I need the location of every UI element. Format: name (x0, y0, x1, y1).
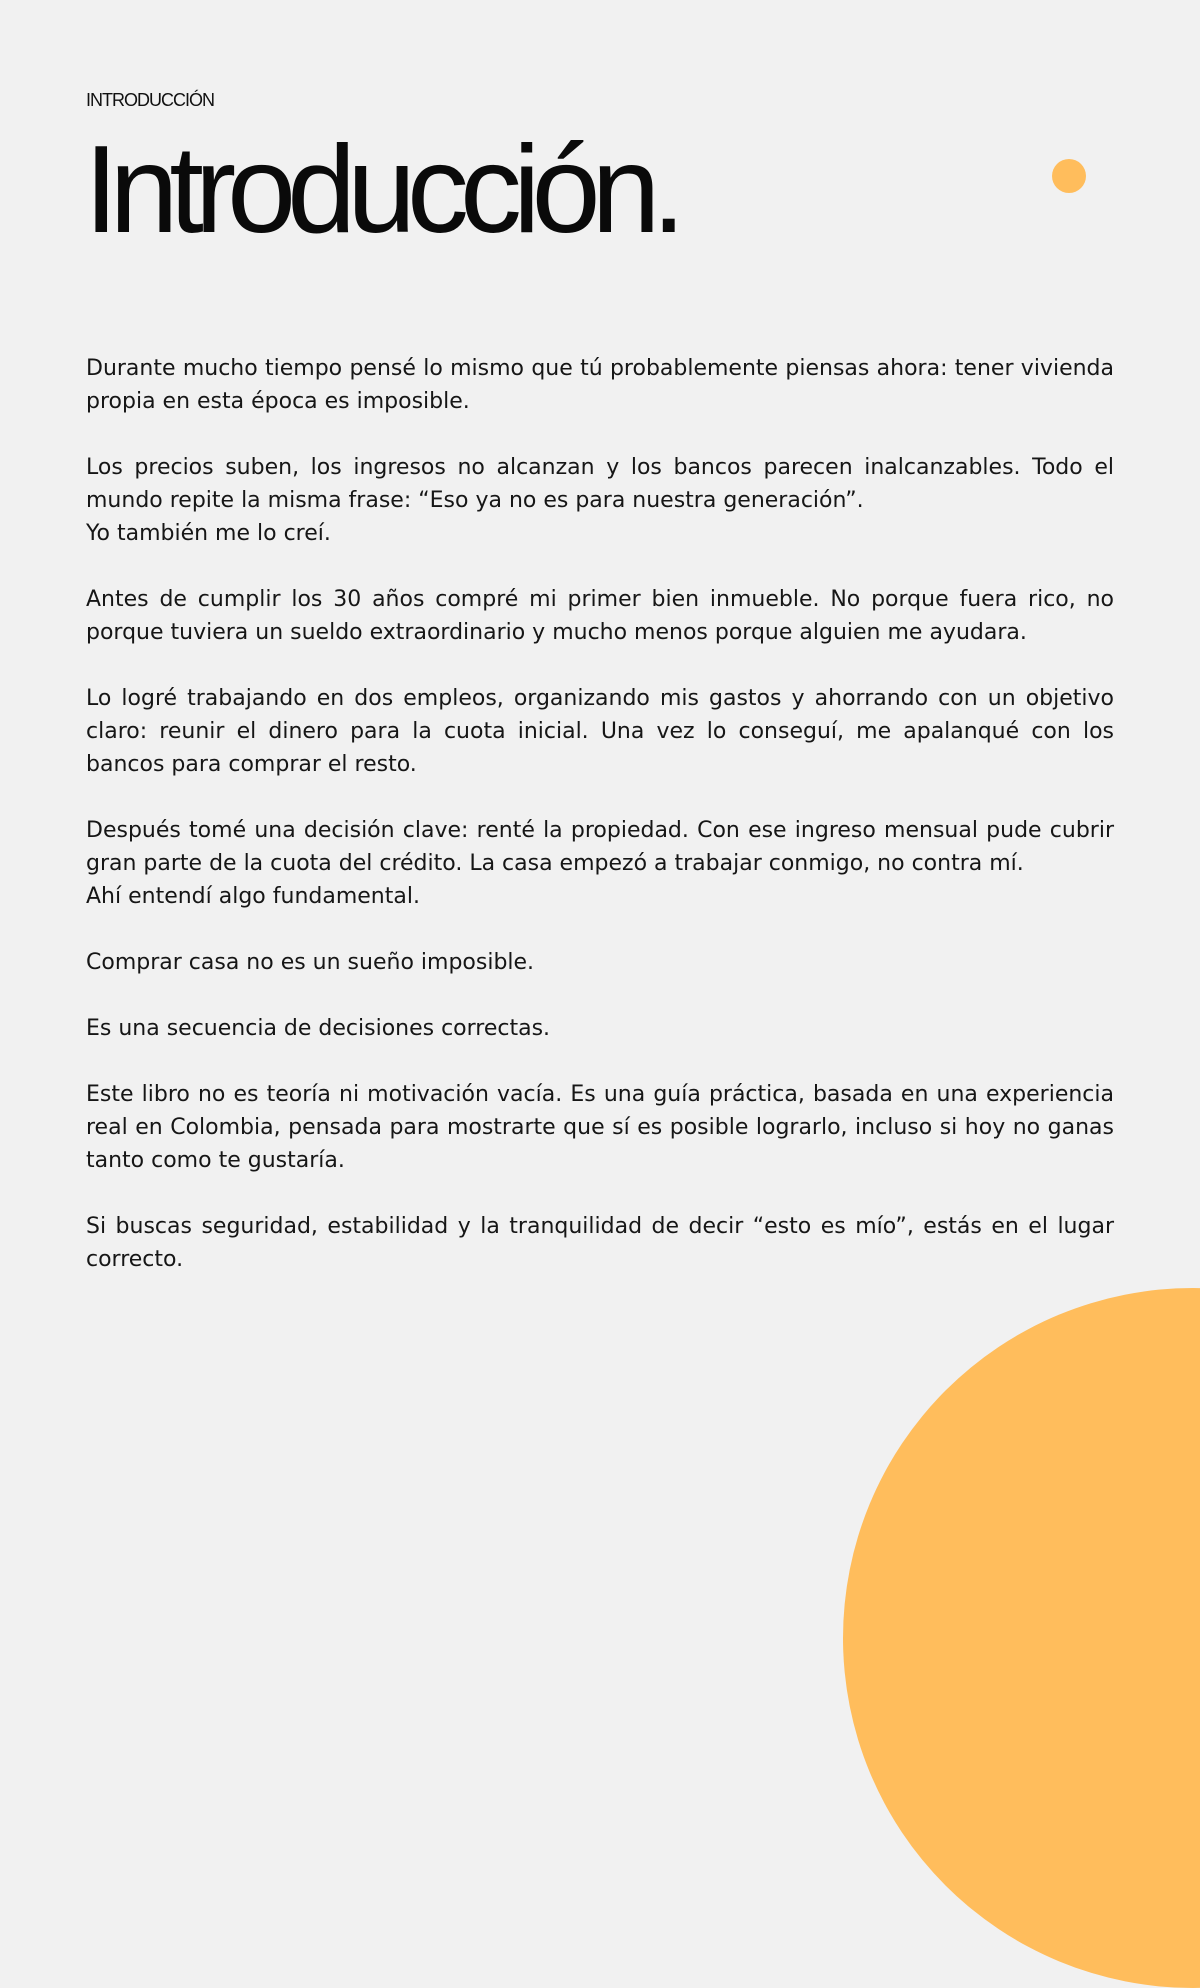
paragraph: Después tomé una decisión clave: renté la propiedad. Con ese ingreso mensual pude cubrir gran parte de la cuota del crédito. La casa empezó a trabajar conmigo, no contra mí. Ahí entendí algo fundamental. (86, 818, 1114, 909)
paragraph: Si buscas seguridad, estabilidad y la tranquilidad de decir “esto es mío”, estás en el lugar correcto. (86, 1214, 1114, 1272)
page-title: Introducción. (84, 121, 677, 259)
paragraph: Durante mucho tiempo pensé lo mismo que tú probablemente piensas ahora: tener vivienda propia en esta época es imposible. (86, 356, 1114, 414)
decorative-circle (843, 1288, 1200, 1988)
paragraph: Lo logré trabajando en dos empleos, organizando mis gastos y ahorrando con un objetivo claro: reunir el dinero para la cuota inicial. Una vez lo conseguí, me apalanqué con los bancos para comprar el resto. (86, 686, 1114, 777)
paragraph: Los precios suben, los ingresos no alcanzan y los bancos parecen inalcanzables. Todo el mundo repite la misma frase: “Eso ya no es para nuestra generación”. Yo también me lo creí. (86, 455, 1114, 546)
paragraph: Es una secuencia de decisiones correctas. (86, 1016, 551, 1041)
paragraph: Este libro no es teoría ni motivación vacía. Es una guía práctica, basada en una experiencia real en Colombia, pensada para mostrarte que sí es posible lograrlo, incluso si hoy no ganas tanto como te gustaría. (86, 1082, 1114, 1173)
paragraph: Antes de cumplir los 30 años compré mi primer bien inmueble. No porque fuera rico, no porque tuviera un sueldo extraordinario y mucho menos porque alguien me ayudara. (86, 587, 1114, 645)
body-text (86, 352, 1114, 1309)
section-label: INTRODUCCIÓN (86, 90, 214, 110)
paragraph: Comprar casa no es un sueño imposible. (86, 950, 535, 975)
accent-dot (1052, 159, 1086, 193)
